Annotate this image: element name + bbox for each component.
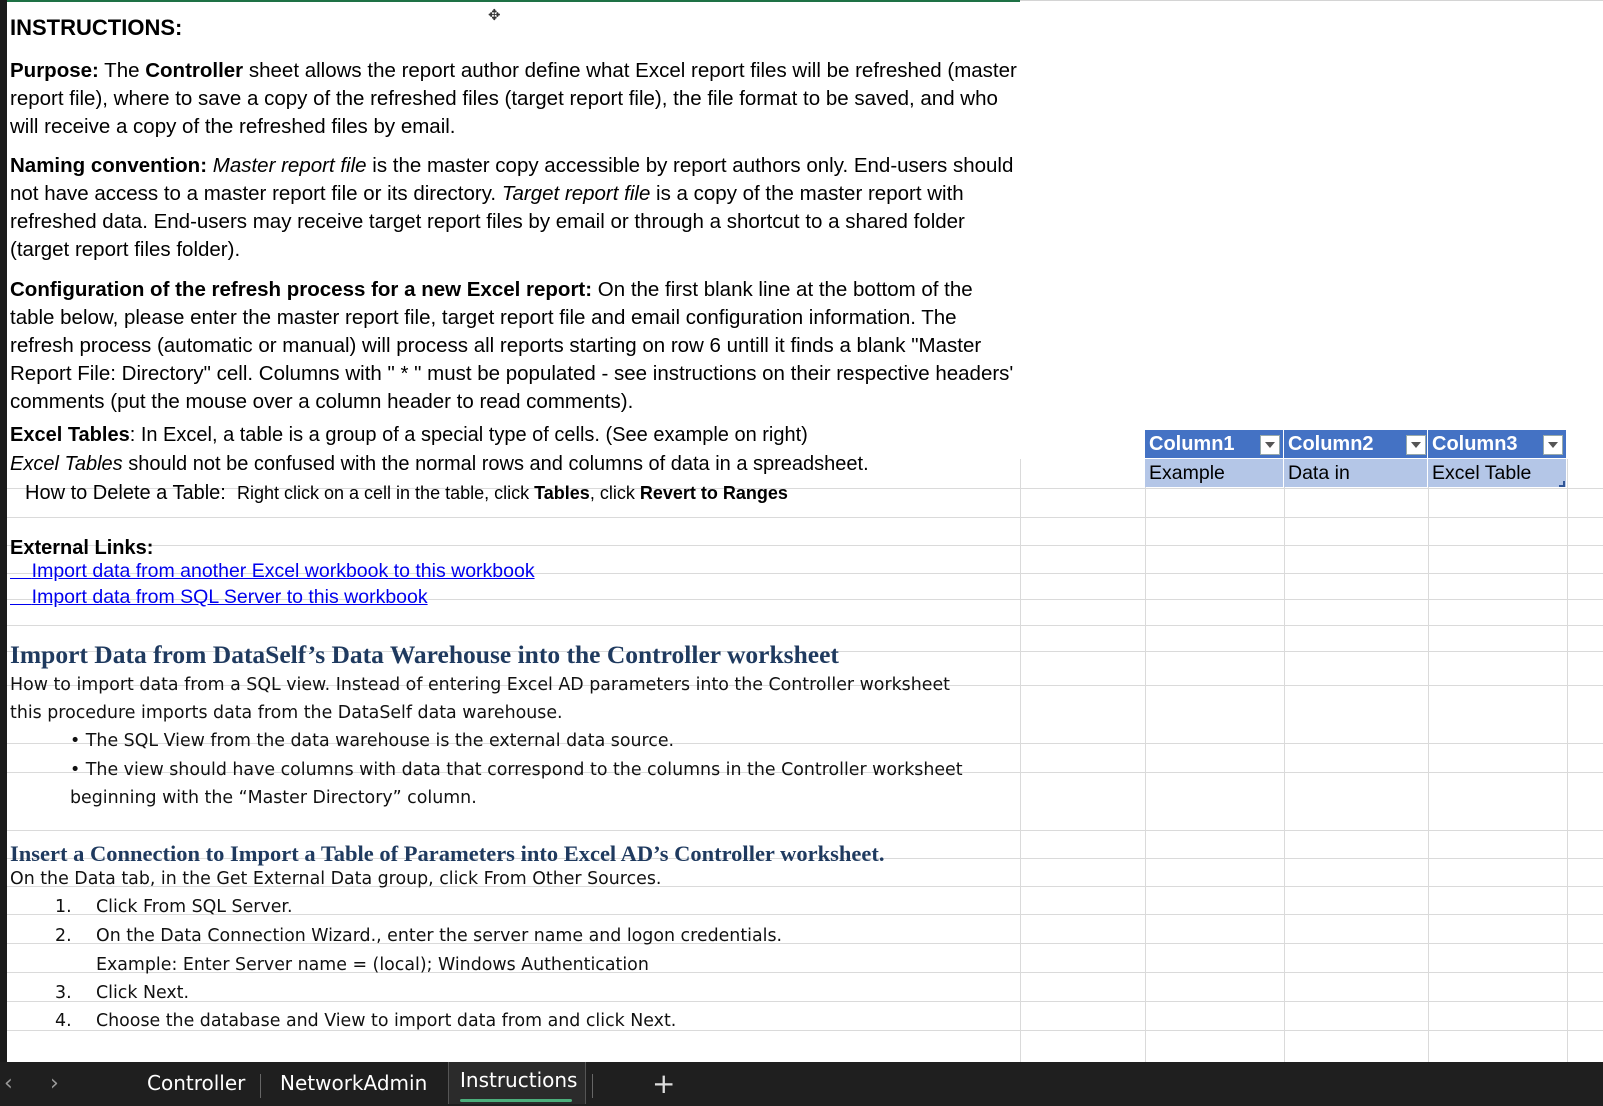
prev-sheet-icon[interactable]: ‹ [4, 1071, 13, 1096]
step-text: Click From SQL Server. [96, 897, 293, 917]
import-line-2: this procedure imports data from the DataSelf data warehouse. [10, 703, 563, 723]
step-number: 1. [55, 897, 72, 917]
step-text: On the Data Connection Wizard., enter the server name and logon credentials. [96, 926, 783, 946]
gridline-row [7, 1001, 1603, 1002]
gridline-row [7, 517, 1603, 518]
gridline-row [7, 625, 1603, 626]
header-label: Column1 [1149, 433, 1235, 455]
configuration-label: Configuration of the refresh process for a new Excel report: [10, 278, 593, 301]
link-import-excel[interactable]: Import data from another Excel workbook to this workbook [31, 560, 535, 582]
target-term: Target report file [501, 182, 651, 205]
excel-tables-term: Excel Tables [10, 453, 123, 475]
delete-table-label: How to Delete a Table: [25, 482, 226, 504]
naming-label: Naming convention: [10, 154, 208, 177]
tab-instructions[interactable]: Instructions [460, 1068, 578, 1092]
import-line-1: How to import data from a SQL view. Instead of entering Excel AD parameters into the Controller worksheet [10, 675, 950, 695]
table-header-column1[interactable] [1145, 430, 1283, 458]
delete-table-line [25, 479, 788, 507]
filter-dropdown-icon[interactable] [1406, 435, 1426, 455]
external-links-label: External Links: [10, 537, 154, 559]
tab-networkadmin[interactable]: NetworkAdmin [280, 1071, 428, 1095]
configuration-text: On the first blank line at the bottom of the table below, please enter the master report file, target report file and email configuration information. The refresh process (automatic or manual) will process all reports starting on row 6 untill it finds a blank "Master Report File: Directory" cell. Columns with " * " must be populated - see instructions on their respective headers' comments (put the mouse over a column header to read comments). [10, 278, 1014, 413]
excel-tables-text: : In Excel, a table is a group of a special type of cells. (See example on right) [129, 424, 808, 446]
excel-tables-line2-text: should not be confused with the normal rows and columns of data in a spreadsheet. [122, 453, 869, 475]
table-header-column3[interactable] [1428, 430, 1566, 458]
excel-tables-line-2 [10, 450, 869, 478]
step-example: Example: Enter Server name = (local); Windows Authentication [96, 955, 649, 975]
instructions-title: INSTRUCTIONS: [10, 15, 183, 40]
import-bullet-2-cont: beginning with the “Master Directory” column. [70, 788, 477, 808]
selection-top-edge [7, 0, 1020, 2]
link-import-sql[interactable]: Import data from SQL Server to this workbook [31, 586, 428, 608]
excel-tables-label: Excel Tables [10, 424, 130, 446]
add-sheet-icon[interactable]: + [652, 1067, 676, 1100]
table-resize-handle[interactable] [1559, 481, 1565, 487]
naming-paragraph [10, 152, 1020, 264]
move-cursor-icon: ✥ [488, 7, 501, 24]
connection-intro: On the Data tab, in the Get External Data group, click From Other Sources. [10, 869, 662, 889]
header-label: Column3 [1432, 433, 1518, 455]
table-header-column2[interactable] [1284, 430, 1427, 458]
purpose-text-2: sheet allows the report author define what Excel report files will be refreshed (master report file), where to save a copy of the refreshed files (target report file), the file format to be saved, and who will receive a copy of the refreshed files by email. [10, 59, 1017, 138]
step-number: 3. [55, 983, 72, 1003]
active-tab-indicator [460, 1099, 572, 1102]
import-section-heading: Import Data from DataSelf’s Data Warehouse into the Controller worksheet [10, 640, 839, 669]
step-number: 4. [55, 1011, 72, 1031]
master-term: Master report file [212, 154, 367, 177]
connection-section-heading: Insert a Connection to Import a Table of Parameters into Excel AD’s Controller worksheet. [10, 841, 885, 866]
import-bullet-1: • The SQL View from the data warehouse is the external data source. [70, 731, 675, 751]
controller-term: Controller [145, 59, 244, 82]
naming-text-2: is a copy of the master report with refreshed data. End-users may receive target report files by email or through a shortcut to a shared folder (target report files folder). [10, 182, 965, 261]
import-bullet-2: • The view should have columns with data that correspond to the columns in the Controller worksheet [70, 760, 963, 780]
gridline-top [1020, 0, 1603, 1]
tab-separator [592, 1074, 593, 1098]
tab-controller[interactable]: Controller [147, 1071, 246, 1095]
table-cell[interactable]: Example [1145, 459, 1283, 487]
purpose-paragraph [10, 57, 1020, 141]
filter-dropdown-icon[interactable] [1543, 435, 1563, 455]
table-cell[interactable]: Excel Table [1428, 459, 1566, 487]
sheet-tab-bar [0, 1062, 1603, 1106]
table-cell[interactable]: Data in [1284, 459, 1427, 487]
tab-separator [260, 1074, 261, 1098]
header-label: Column2 [1288, 433, 1374, 455]
step-number: 2. [55, 926, 72, 946]
filter-dropdown-icon[interactable] [1260, 435, 1280, 455]
excel-tables-line [10, 421, 808, 449]
left-border [0, 0, 7, 1062]
step-text: Click Next. [96, 983, 190, 1003]
gridline-row [7, 830, 1603, 831]
delete-table-text: Right click on a cell in the table, click Tables, click Revert to Ranges [236, 483, 788, 503]
gridline-row [7, 545, 1603, 546]
step-text: Choose the database and View to import data from and click Next. [96, 1011, 677, 1031]
naming-text: is the master copy accessible by report authors only. End-users should not have access to a master report file or its directory. [10, 154, 1014, 205]
next-sheet-icon[interactable]: › [50, 1071, 59, 1096]
purpose-label: Purpose: [10, 59, 99, 82]
configuration-paragraph [10, 276, 1020, 416]
purpose-text: The [98, 59, 146, 82]
